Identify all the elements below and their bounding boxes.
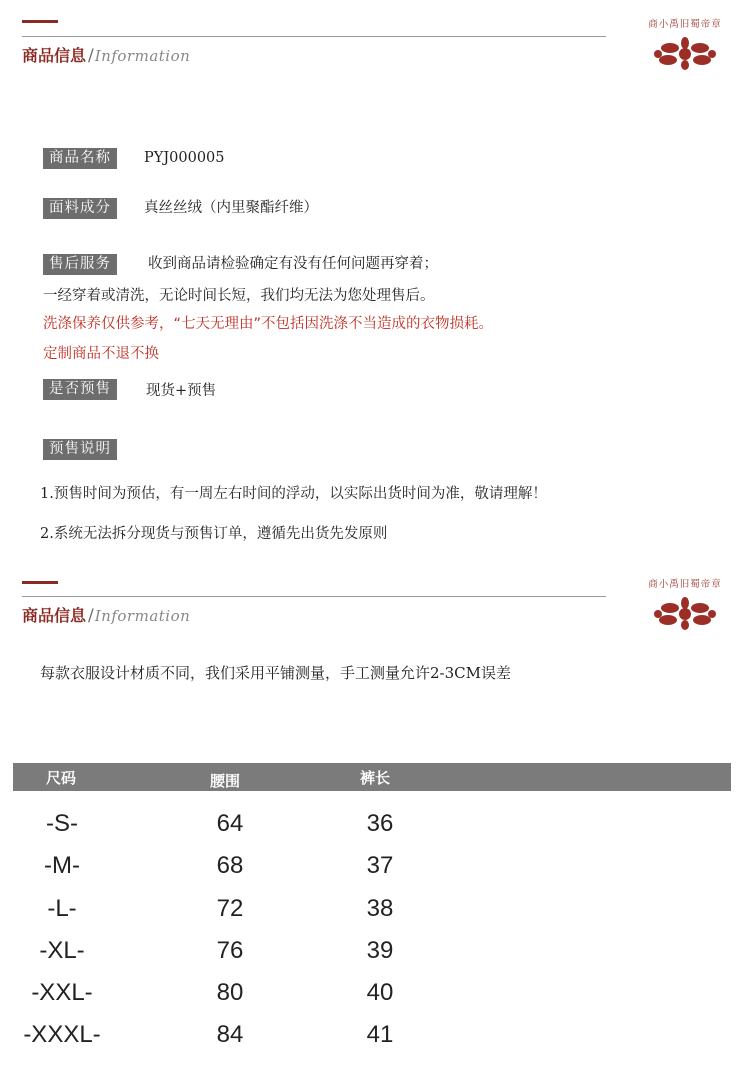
length-cell: 39 [366, 937, 394, 964]
section1-title-cn: 商品信息 [22, 46, 87, 65]
length-cell: 37 [366, 852, 394, 879]
presale-note-1: 1.预售时间为预估，有一周左右时间的浮动，以实际出货时间为准，敬请理解！ [40, 486, 547, 502]
waist-cell: 72 [216, 895, 244, 922]
material-label: 面料成分 [43, 198, 117, 219]
waist-cell: 84 [216, 1021, 244, 1048]
presale-label: 是否预售 [43, 379, 117, 400]
after-sales-line2: 一经穿着或清洗，无论时间长短，我们均无法为您处理售后。 [43, 288, 435, 304]
product-name-label: 商品名称 [43, 148, 117, 169]
after-sales-line4: 定制商品不退不换 [43, 346, 159, 362]
table-row [0, 979, 750, 1021]
table-row [0, 810, 750, 852]
length-cell: 40 [366, 979, 394, 1006]
seal-text: 商小禹旧蜀帝章 [648, 19, 722, 30]
after-sales-line1: 收到商品请检验确定有没有任何问题再穿着； [148, 256, 438, 272]
size-cell: -XXXL- [23, 1021, 101, 1048]
flower-knot-icon [640, 576, 730, 636]
size-cell: -XL- [39, 937, 85, 964]
section2-accent-bar [22, 581, 58, 584]
size-cell: -XXL- [31, 979, 93, 1006]
after-sales-line3: 洗涤保养仅供参考，“七天无理由”不包括因洗涤不当造成的衣物损耗。 [43, 316, 494, 332]
waist-cell: 76 [216, 937, 244, 964]
section1-accent-bar [22, 20, 58, 23]
section2-title-slash: / [88, 606, 94, 626]
presale-value: 现货+预售 [146, 383, 217, 399]
material-value: 真丝丝绒（内里聚酯纤维） [144, 200, 318, 216]
seal-logo-2 [640, 576, 730, 636]
flower-knot-icon [640, 16, 730, 76]
presale-note-label: 预售说明 [43, 439, 117, 460]
section2-title-en: Information [94, 607, 191, 625]
section1-title-en: Information [94, 47, 191, 65]
section2-title-cn: 商品信息 [22, 606, 87, 625]
presale-note-2: 2.系统无法拆分现货与预售订单，遵循先出货先发原则 [40, 526, 388, 542]
waist-cell: 68 [216, 852, 244, 879]
section1-title-slash: / [88, 46, 94, 66]
header-size: 尺码 [46, 769, 77, 787]
section2-rule [22, 596, 606, 597]
measurement-note: 每款衣服设计材质不同，我们采用平铺测量，手工测量允许2-3CM误差 [40, 664, 511, 682]
table-row [0, 852, 750, 894]
after-sales-label: 售后服务 [43, 254, 117, 275]
waist-cell: 64 [216, 810, 244, 837]
section1-rule [22, 36, 606, 37]
seal-logo [640, 16, 730, 76]
table-row [0, 1021, 750, 1063]
header-length: 裤长 [360, 769, 391, 787]
length-cell: 38 [366, 895, 394, 922]
size-cell: -S- [46, 810, 78, 837]
seal-text-2: 商小禹旧蜀帝章 [648, 579, 722, 590]
section2-title [22, 603, 190, 626]
size-cell: -L- [47, 895, 77, 922]
size-table-header [13, 763, 731, 791]
length-cell: 36 [366, 810, 394, 837]
length-cell: 41 [366, 1021, 394, 1048]
table-row [0, 937, 750, 979]
table-row [0, 895, 750, 937]
size-cell: -M- [44, 852, 80, 879]
header-waist: 腰围 [210, 772, 241, 790]
waist-cell: 80 [216, 979, 244, 1006]
product-name-value: PYJ000005 [144, 150, 225, 166]
section1-title [22, 43, 190, 66]
